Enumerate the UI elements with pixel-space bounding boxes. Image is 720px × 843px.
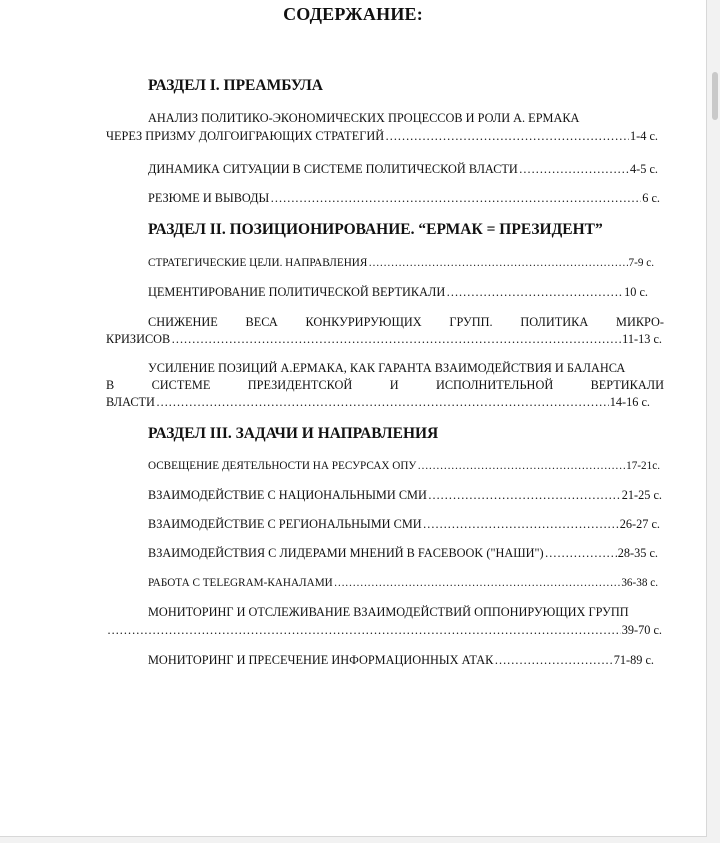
toc-page-range: 26-27 с. xyxy=(619,517,660,531)
toc-entry[interactable] xyxy=(148,314,664,331)
toc-entry-text: ВЗАИМОДЕЙСТВИЕ С РЕГИОНАЛЬНЫМИ СМИ xyxy=(148,517,422,531)
dot-leader xyxy=(519,161,629,178)
toc-page-range: 17-21с. xyxy=(626,460,660,472)
dot-leader xyxy=(417,458,625,475)
toc-entry[interactable] xyxy=(148,110,668,127)
dot-leader xyxy=(494,652,612,669)
toc-entry[interactable] xyxy=(148,545,658,562)
toc-entry-text: УСИЛЕНИЕ ПОЗИЦИЙ А.ЕРМАКА, КАК ГАРАНТА ВЗАИМОДЕЙСТВИЯ И БАЛАНСА xyxy=(148,361,626,375)
toc-page-range: 14-16 с. xyxy=(609,395,650,409)
dot-leader xyxy=(385,128,629,145)
toc-entry-text: АНАЛИЗ ПОЛИТИКО-ЭКОНОМИЧЕСКИХ ПРОЦЕССОВ И РОЛИ А. ЕРМАКА xyxy=(148,111,580,125)
toc-entry-continuation[interactable] xyxy=(106,622,662,639)
toc-entry-text: ВЗАИМОДЕЙСТВИЕ С НАЦИОНАЛЬНЫМИ СМИ xyxy=(148,488,427,502)
toc-page-range: 10 с. xyxy=(624,285,648,299)
dot-leader xyxy=(545,545,617,562)
toc-entry[interactable] xyxy=(148,255,654,272)
toc-entry-continuation[interactable] xyxy=(106,377,664,394)
dot-leader xyxy=(446,284,623,301)
toc-page-range: 6 с. xyxy=(642,191,660,205)
toc-entry-text: СНИЖЕНИЕ ВЕСА КОНКУРИРУЮЩИХ ГРУПП. ПОЛИТИКА МИКРО- xyxy=(148,315,664,329)
toc-entry-text: ЧЕРЕЗ ПРИЗМУ ДОЛГОИГРАЮЩИХ СТРАТЕГИЙ xyxy=(106,129,385,143)
toc-page-range: 11-13 с. xyxy=(622,332,662,346)
toc-page-range: 21-25 с. xyxy=(621,488,662,502)
toc-entry[interactable] xyxy=(148,190,660,207)
toc-entry[interactable] xyxy=(148,604,668,621)
toc-entry[interactable] xyxy=(148,458,660,475)
dot-leader xyxy=(423,516,619,533)
toc-entry-text: ДИНАМИКА СИТУАЦИИ В СИСТЕМЕ ПОЛИТИЧЕСКОЙ ВЛАСТИ xyxy=(148,162,518,176)
dot-leader xyxy=(171,331,621,348)
section-heading-3: РАЗДЕЛ III. ЗАДАЧИ И НАПРАВЛЕНИЯ xyxy=(148,425,439,442)
page-title: СОДЕРЖАНИЕ: xyxy=(283,4,423,24)
toc-entry-text: ОСВЕЩЕНИЕ ДЕЯТЕЛЬНОСТИ НА РЕСУРСАХ ОПУ xyxy=(148,460,417,472)
dot-leader xyxy=(368,255,627,272)
toc-page-range: 7-9 с. xyxy=(628,257,654,269)
toc-entry-text: РЕЗЮМЕ И ВЫВОДЫ xyxy=(148,191,270,205)
toc-entry[interactable] xyxy=(148,516,660,533)
dot-leader xyxy=(270,190,641,207)
section-heading-1: РАЗДЕЛ I. ПРЕАМБУЛА xyxy=(148,77,323,94)
toc-entry-text: ВЛАСТИ xyxy=(106,395,155,409)
toc-entry[interactable] xyxy=(148,575,658,592)
toc-entry-text: СТРАТЕГИЧЕСКИЕ ЦЕЛИ. НАПРАВЛЕНИЯ xyxy=(148,257,368,269)
dot-leader xyxy=(334,575,621,592)
toc-page-range: 28-35 с. xyxy=(617,546,658,560)
toc-page-range: 4-5 с. xyxy=(630,162,658,176)
toc-entry[interactable] xyxy=(148,652,654,669)
toc-page-range: 1-4 с. xyxy=(630,129,658,143)
toc-entry[interactable] xyxy=(148,487,662,504)
section-heading-2: РАЗДЕЛ II. ПОЗИЦИОНИРОВАНИЕ. “ЕРМАК = ПРЕЗИДЕНТ” xyxy=(148,221,603,238)
dot-leader xyxy=(428,487,621,504)
toc-entry-text: МОНИТОРИНГ И ОТСЛЕЖИВАНИЕ ВЗАИМОДЕЙСТВИЙ ОППОНИРУЮЩИХ ГРУПП xyxy=(148,605,629,619)
toc-entry-continuation[interactable] xyxy=(106,331,662,348)
toc-entry-text: РАБОТА С TELEGRAM-КАНАЛАМИ xyxy=(148,577,333,589)
toc-entry-text: ЦЕМЕНТИРОВАНИЕ ПОЛИТИЧЕСКОЙ ВЕРТИКАЛИ xyxy=(148,285,446,299)
toc-entry[interactable] xyxy=(148,284,648,301)
toc-entry[interactable] xyxy=(148,161,658,178)
dot-leader xyxy=(156,394,609,411)
toc-page-range: 39-70 с. xyxy=(621,623,662,637)
toc-entry-continuation[interactable] xyxy=(106,128,658,145)
toc-page-range: 71-89 с. xyxy=(613,653,654,667)
toc-entry-text: МОНИТОРИНГ И ПРЕСЕЧЕНИЕ ИНФОРМАЦИОННЫХ АТАК xyxy=(148,653,494,667)
dot-leader xyxy=(107,622,621,639)
toc-entry-text: ВЗАИМОДЕЙСТВИЯ С ЛИДЕРАМИ МНЕНИЙ В FACEBOOK ("НАШИ") xyxy=(148,546,544,560)
scrollbar-thumb[interactable] xyxy=(712,72,718,120)
toc-page-range: 36-38 с. xyxy=(621,577,658,589)
toc-entry-text: КРИЗИСОВ xyxy=(106,332,171,346)
toc-entry-text: В СИСТЕМЕ ПРЕЗИДЕНТСКОЙ И ИСПОЛНИТЕЛЬНОЙ ВЕРТИКАЛИ xyxy=(106,378,664,392)
toc-entry[interactable] xyxy=(148,360,664,377)
toc-entry-continuation[interactable] xyxy=(106,394,650,411)
